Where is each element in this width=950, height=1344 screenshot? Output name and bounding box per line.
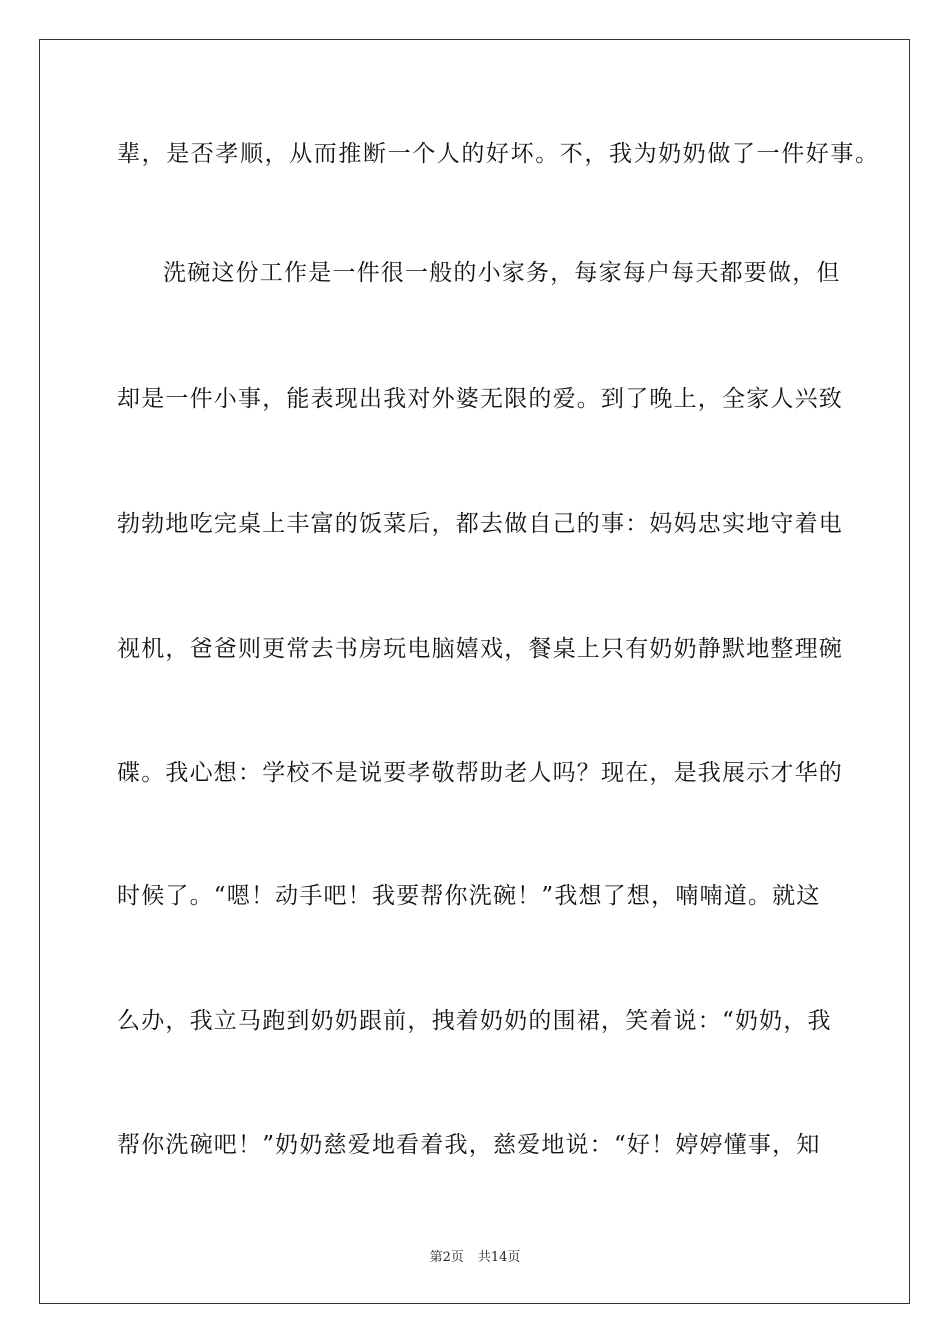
- body-text-line: 帮你洗碗吧！”奶奶慈爱地看着我，慈爱地说：“好！婷婷懂事，知: [117, 1132, 821, 1158]
- body-text-line: 么办，我立马跑到奶奶跟前，拽着奶奶的围裙，笑着说：“奶奶，我: [117, 1008, 832, 1034]
- paragraph-first-line: 洗碗这份工作是一件很一般的小家务，每家每户每天都要做，但: [163, 260, 841, 286]
- body-text-line: 碟。我心想：学校不是说要孝敬帮助老人吗？现在，是我展示才华的: [117, 760, 843, 786]
- body-text-line: 辈，是否孝顺，从而推断一个人的好坏。不，我为奶奶做了一件好事。: [117, 141, 880, 167]
- page-total: 共14页: [477, 1250, 521, 1265]
- body-text-line: 勃勃地吃完桌上丰富的饭菜后，都去做自己的事：妈妈忠实地守着电: [117, 511, 843, 537]
- page-border: [39, 39, 910, 1304]
- body-text-line: 却是一件小事，能表现出我对外婆无限的爱。到了晚上，全家人兴致: [117, 386, 843, 412]
- page-footer: [0, 1250, 950, 1266]
- page-number: 第2页: [429, 1250, 464, 1265]
- body-text-line: 时候了。“嗯！动手吧！我要帮你洗碗！”我想了想，喃喃道。就这: [117, 883, 821, 909]
- body-text-line: 视机，爸爸则更常去书房玩电脑嬉戏，餐桌上只有奶奶静默地整理碗: [117, 636, 843, 662]
